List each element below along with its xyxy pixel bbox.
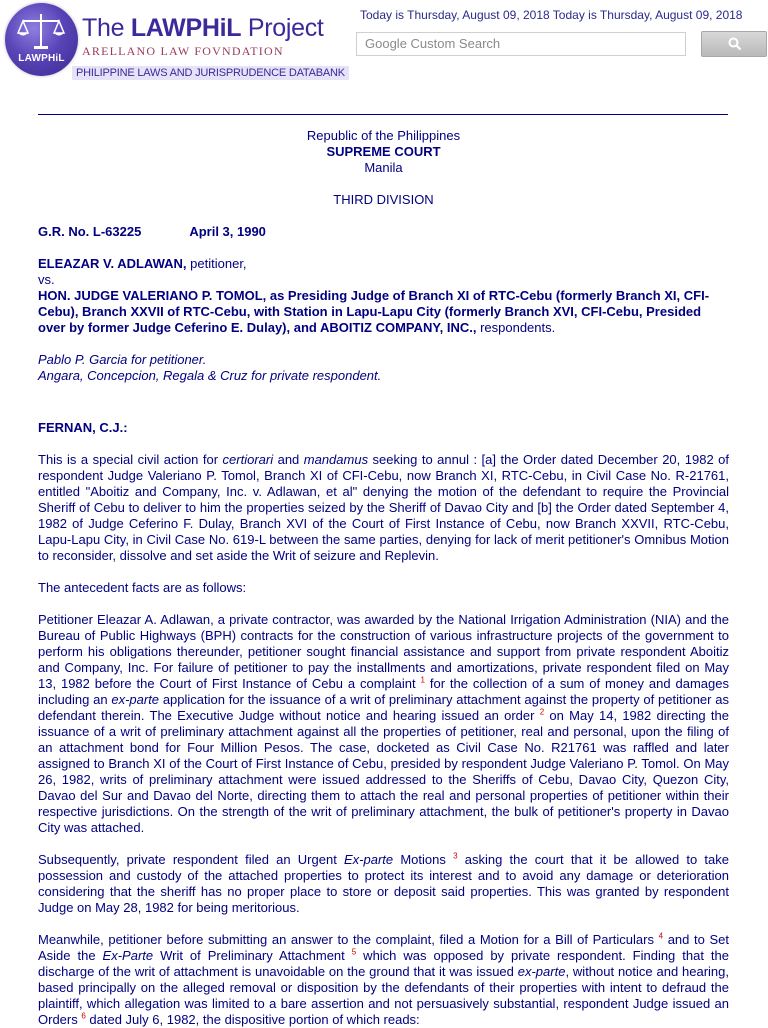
decision-body xyxy=(38,128,729,1028)
footnote-link[interactable]: 6 xyxy=(81,1011,86,1021)
footnote-link[interactable]: 5 xyxy=(351,947,357,957)
paragraph-2: The antecedent facts are as follows: xyxy=(38,580,247,595)
counsel-petitioner: Pablo P. Garcia for petitioner. xyxy=(38,352,207,367)
footnote-link[interactable]: 1 xyxy=(420,675,425,685)
search-input[interactable]: Google Custom Search xyxy=(356,32,686,56)
paragraph-1: This is a special civil action for certiorari and mandamus seeking to annul : [a] the Order dated December 20, 1982 of respondent Judge Valeriano P. Tomol, Branch XI of CFI-Cebu, now Branch XI, RTC-Cebu, in Civil Case No. R-21761, entitled "Aboitiz and Company, Inc. v. Adlawan, et al" denying the motion of the defendant to require the Provincial Sheriff of Cebu to deliver to him the properties seized by the Sheriff of Davao City and [b] the Order dated September 4, 1982 of Judge Ceferino F. Dulay, Branch XVI of the Court of First Instance of Cebu, now Branch XXVII, RTC-Cebu, Lapu-Lapu City, in Civil Case No. 619-L between the same parties, denying for lack of merit petitioner's Omnibus Motion to reconsider, dissolve and set aside the Writ of seizure and Replevin. xyxy=(38,452,729,563)
site-header xyxy=(0,0,768,90)
respondents-name: HON. JUDGE VALERIANO P. TOMOL, as Presiding Judge of Branch XI of RTC-Cebu (formerly Branch XI, CFI-Cebu), Branch XXVII of RTC-Cebu, with Station in Lapu-Lapu City (formerly Branch XVI, CFI-Cebu, Presided over by former Judge Ceferino E. Dulay), and ABOITIZ COMPANY, INC., xyxy=(38,288,710,335)
search-button[interactable] xyxy=(701,31,767,57)
court-heading xyxy=(38,128,729,208)
petitioner-role: petitioner, xyxy=(186,256,247,271)
decision-date: April 3, 1990 xyxy=(189,224,266,239)
parties xyxy=(38,256,729,336)
country: Republic of the Philippines xyxy=(306,128,461,143)
scales-of-justice-icon xyxy=(17,11,65,51)
paragraph-4: Subsequently, private respondent filed an Urgent Ex-parte Motions $^3$ asking the court that it be allowed to take possession and custody of the attached properties to protect its interest and to avoid any damage or deterioration considering that the sheriff has no proper place to store or deposit said properties. This was granted by respondent Judge on May 28, 1982 for being meritorious. xyxy=(38,851,729,915)
database-banner: PHILIPPINE LAWS AND JURISPRUDENCE DATABANK xyxy=(72,66,349,80)
logo-text: LAWPHiL xyxy=(18,53,65,64)
footnote-link[interactable]: 2 xyxy=(539,707,545,717)
lawphil-logo[interactable] xyxy=(5,3,78,76)
magnifier-icon xyxy=(728,37,742,51)
counsel-respondent: Angara, Concepcion, Regala & Cruz for private respondent. xyxy=(38,368,382,383)
header-divider xyxy=(38,114,728,115)
petitioner-name: ELEAZAR V. ADLAWAN, xyxy=(38,256,187,271)
gr-number: G.R. No. L-63225 xyxy=(38,224,142,239)
division: THIRD DIVISION xyxy=(333,192,434,207)
paragraph-5: Meanwhile, petitioner before submitting an answer to the complaint, filed a Motion for a Bill of Particulars $^4$ and to Set Aside the Ex-Parte Writ of Preliminary Attachment $^5$ which was opposed by private respondent. Finding that the discharge of the writ of attachment is unavoidable on the ground that it was issued ex-parte, without notice and hearing, based principally on the alleged removal or disposition by the defendants of their properties with intent to defraud the plaintiff, which allegation was limited to a bare assertion and not persuasively substantial, respondent Judge issued an Orders $^6$ dated July 6, 1982, the dispositive portion of which reads: xyxy=(38,931,730,1027)
paragraph-3: Petitioner Eleazar A. Adlawan, a private contractor, was awarded by the National Irrigation Administration (NIA) and the Bureau of Public Highways (BPH) contracts for the construction of various infrastructure projects of the government to perform his obligations thereunder, petitioner sought financial assistance and support from private respondent Aboitiz and Company, Inc. For failure of petitioner to pay the installments and amortizations, private respondent filed on May 13, 1982 before the Court of First Instance of Cebu a complaint $^1$ for the collection of a sum of money and damages including an ex-parte application for the issuance of a writ of preliminary attachment against the property of petitioner as defendant therein. The Executive Judge without notice and hearing issued an order $^2$ on May 14, 1982 directing the issuance of a writ of preliminary attachment against all the properties of petitioner, real and personal, upon the filing of an attachment bond for Four Million Pesos. The case, docketed as Civil Case No. R21761 was raffled and later assigned to Branch XI of the Court of First Instance of Cebu, presided by respondent Judge Valeriano P. Tomol. On May 26, 1982, writs of preliminary attachment were issued addressed to the Sheriffs of Cebu, Davao City, Quezon City, Davao del Sur and Davao del Norte, directing them to attach the real and personal properties of petitioner within their respective jurisdictions. On the strength of the writ of preliminary attachment, the bulk of petitioner's property in Davao City was attached. xyxy=(38,612,730,835)
counsel xyxy=(38,352,729,384)
court-city: Manila xyxy=(364,160,403,175)
versus: vs. xyxy=(38,272,55,287)
case-number-line xyxy=(38,224,729,240)
ponente: FERNAN, C.J.: xyxy=(38,420,128,435)
footnote-link[interactable]: 3 xyxy=(453,851,458,861)
footnote-link[interactable]: 4 xyxy=(658,931,664,941)
respondents-role: respondents. xyxy=(476,320,556,335)
site-title[interactable]: The LAWPHiL Project xyxy=(82,14,324,42)
court-name: SUPREME COURT xyxy=(326,144,441,159)
current-date: Today is Thursday, August 09, 2018 Today is Thursday, August 09, 2018 xyxy=(360,8,743,22)
site-subtitle: ARELLANO LAW FOVNDATION xyxy=(82,44,284,58)
